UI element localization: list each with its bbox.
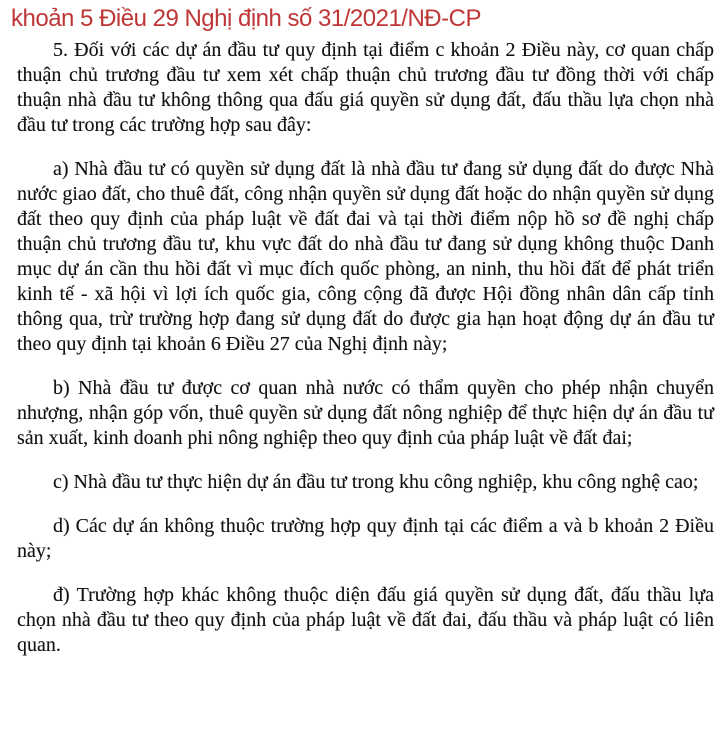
paragraph-point-a: a) Nhà đầu tư có quyền sử dụng đất là nhà đầu tư đang sử dụng đất do được Nhà nước giao đất, cho thuê đất, công nhận quyền sử dụng đất hoặc do nhận quyền sử dụng đất theo quy định của pháp luật về đất đai và tại thời điểm nộp hồ sơ đề nghị chấp thuận chủ trương đầu tư, khu vực đất do nhà đầu tư đang sử dụng không thuộc Danh mục dự án cần thu hồi đất vì mục đích quốc phòng, an ninh, thu hồi đất để phát triển kinh tế - xã hội vì lợi ích quốc gia, công cộng đã được Hội đồng nhân dân cấp tỉnh thông qua, trừ trường hợp đang sử dụng đất do được gia hạn hoạt động dự án đầu tư theo quy định tại khoản 6 Điều 27 của Nghị định này; xyxy=(17,158,714,355)
paragraph-point-b: b) Nhà đầu tư được cơ quan nhà nước có thẩm quyền cho phép nhận chuyển nhượng, nhận góp vốn, thuê quyền sử dụng đất nông nghiệp để thực hiện dự án đầu tư sản xuất, kinh doanh phi nông nghiệp theo quy định của pháp luật về đất đai; xyxy=(17,377,714,449)
page-title: khoản 5 Điều 29 Nghị định số 31/2021/NĐ-CP xyxy=(11,5,481,32)
paragraph-point-dd: đ) Trường hợp khác không thuộc diện đấu giá quyền sử dụng đất, đấu thầu lựa chọn nhà đầu tư theo quy định của pháp luật về đất đai, đấu thầu và pháp luật có liên quan. xyxy=(17,584,714,656)
paragraph-clause-5: 5. Đối với các dự án đầu tư quy định tại điểm c khoản 2 Điều này, cơ quan chấp thuận chủ trương đầu tư xem xét chấp thuận chủ trương đầu tư đồng thời với chấp thuận nhà đầu tư không thông qua đấu giá quyền sử dụng đất, đấu thầu lựa chọn nhà đầu tư trong các trường hợp sau đây: xyxy=(17,39,714,136)
paragraph-point-d: d) Các dự án không thuộc trường hợp quy định tại các điểm a và b khoản 2 Điều này; xyxy=(17,515,714,562)
paragraph-point-c: c) Nhà đầu tư thực hiện dự án đầu tư trong khu công nghiệp, khu công nghệ cao; xyxy=(53,471,699,493)
